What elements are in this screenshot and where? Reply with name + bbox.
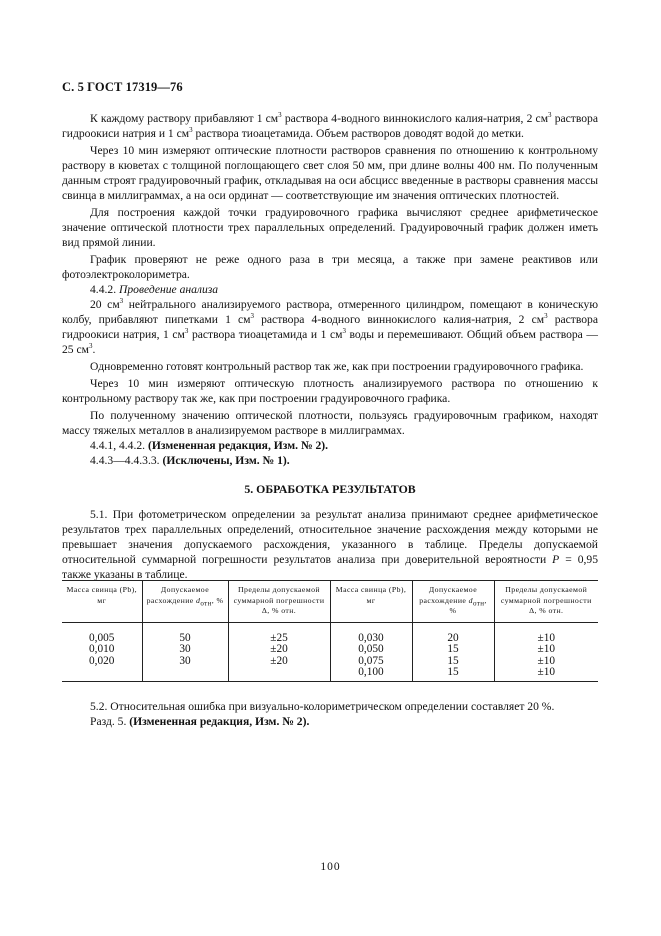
text-run: раствора гидроокиси натрия, 1 см <box>62 313 598 341</box>
header-symbol: d <box>196 595 201 605</box>
table-cell: 0,075 <box>330 656 412 668</box>
table-cell: 15 <box>412 656 494 668</box>
text-run: раствора гидроокиси натрия и 1 см <box>62 112 598 140</box>
table-header-row <box>62 581 598 623</box>
table-cell: 15 <box>412 667 494 681</box>
table-cell: 0,050 <box>330 644 412 656</box>
paragraph-procedure <box>62 297 598 357</box>
text-run: раствора 4-водного виннокислого калия-натрия, 2 см <box>253 313 545 326</box>
table-cell <box>142 667 228 681</box>
subsection-heading <box>62 282 598 297</box>
table-row <box>62 622 598 644</box>
probability-symbol: P <box>552 553 560 566</box>
amendment-text: (Измененная редакция, Изм. № 2). <box>147 439 329 452</box>
table-cell: ±10 <box>494 656 598 668</box>
text-run: К каждому раствору прибавляют 1 см <box>90 112 279 125</box>
table-cell: 15 <box>412 644 494 656</box>
table-cell <box>228 667 330 681</box>
header-symbol: d <box>468 595 473 605</box>
page-number: 100 <box>320 861 341 873</box>
section-title: 5. ОБРАБОТКА РЕЗУЛЬТАТОВ <box>244 482 416 496</box>
clause-number: 4.4.3—4.4.3.3. <box>90 454 163 467</box>
page-header: С. 5 ГОСТ 17319—76 <box>62 80 183 94</box>
table-row <box>62 656 598 668</box>
header-text: , % <box>449 595 487 615</box>
paragraph-visual-error: 5.2. Относительная ошибка при визуально-колориметрическом определении составляет 20 %. <box>90 700 555 713</box>
header-text: Допускаемое расхождение <box>419 585 478 605</box>
header-text: Допускаемое расхождение <box>146 585 210 605</box>
text-run: раствора тиоацетамида. Объем растворов доводят водой до метки. <box>192 127 524 140</box>
paragraph-calibration: Для построения каждой точки градуировочного графика вычисляют среднее арифметическое значение оптической плотности трех параллельных определений. Градуировочный график должен иметь вид прямой линии. <box>62 206 598 249</box>
table-cell: 30 <box>142 656 228 668</box>
table-cell: 0,030 <box>330 622 412 644</box>
header-subscript: отн <box>200 599 212 608</box>
paragraph-control-solution: Одновременно готовят контрольный раствор так же, как при построении градуировочного графика. <box>90 360 584 373</box>
header-subscript: отн <box>472 599 485 608</box>
table-cell <box>62 667 142 681</box>
paragraph-check: График проверяют не реже одного раза в три месяца, а также при замене реактивов или фотоэлектроколориметра. <box>62 253 598 281</box>
subsection-title: Проведение анализа <box>118 283 219 296</box>
paragraph-optical-density: Через 10 мин измеряют оптические плотности растворов сравнения по отношению к контрольному раствору в кюветах с толщиной поглощающего свет слоя 50 мм, при длине волны 400 нм. По полученным данным строят градуировочный график, откладывая на оси абсцисс введенные в растворы сравнения массы свинца в миллиграммах, а на оси ординат — соответствующие им значения оптических плотностей. <box>62 144 598 202</box>
header-text: , % <box>211 595 224 605</box>
table-cell: ±20 <box>228 656 330 668</box>
text-run: 5.1. При фотометрическом определении за результат анализа принимают среднее арифметическое результатов трех параллельных определений, относительное значение расхождения между которыми не превышает значения допускаемого расхождения, указанного в таблице. Пределы допускаемой относительной суммарной погрешности результатов анализа при доверительной вероятности <box>62 508 598 566</box>
body-text <box>62 111 598 582</box>
closing-text <box>62 699 598 729</box>
col-header-divergence <box>142 581 228 623</box>
text-run: = 0,95 также указаны в таблице. <box>62 553 598 581</box>
text-run: воды и перемешивают. Общий объем раствора — 25 см <box>62 328 598 356</box>
superscript: 3 <box>544 312 548 321</box>
table-cell: 0,020 <box>89 654 115 667</box>
table-cell: 50 <box>142 622 228 644</box>
table-cell: 0,005 <box>89 631 115 644</box>
superscript: 3 <box>189 126 193 135</box>
exclusion-text: (Исключены, Изм. № 1). <box>162 454 290 467</box>
clause-number: 4.4.1, 4.4.2. <box>90 439 148 452</box>
exclusion-note <box>62 453 598 468</box>
text-run: раствора тиоацетамида и 1 см <box>188 328 343 341</box>
amendment-text: (Измененная редакция, Изм. № 2). <box>129 715 310 728</box>
table-row <box>62 644 598 656</box>
amendment-note <box>62 438 598 453</box>
paragraph-result: По полученному значению оптической плотности, пользуясь градуировочным графиком, находят массу тяжелых металлов в анализируемом растворе в миллиграммах. <box>62 409 598 437</box>
table-cell: ±10 <box>494 644 598 656</box>
col-header-divergence <box>412 581 494 623</box>
superscript: 3 <box>250 312 254 321</box>
table-cell: ±25 <box>228 622 330 644</box>
superscript: 3 <box>119 297 124 306</box>
text-run: 20 см <box>90 298 120 311</box>
col-header-mass: Масса свинца (Pb), мг <box>330 581 412 623</box>
superscript: 3 <box>88 342 93 351</box>
text-run: . <box>92 343 96 356</box>
col-header-limits: Пределы допускаемой суммарной погрешности Δ, % отн. <box>228 581 330 623</box>
paragraph-reagents <box>62 111 598 141</box>
table-cell: ±10 <box>494 667 598 681</box>
clause-number: Разд. 5. <box>90 715 130 728</box>
table-row <box>62 667 598 681</box>
paragraph-processing <box>62 507 598 582</box>
superscript: 3 <box>184 327 189 336</box>
text-run: раствора 4-водного виннокислого калия-натрия, 2 см <box>281 112 549 125</box>
table-cell: 0,100 <box>330 667 412 681</box>
table-cell: ±10 <box>494 622 598 644</box>
col-header-limits: Пределы допускаемой суммарной погрешности Δ, % отн. <box>494 581 598 623</box>
table-cell: ±20 <box>228 644 330 656</box>
col-header-mass: Масса свинца (Pb), мг <box>62 581 142 623</box>
superscript: 3 <box>548 111 552 120</box>
paragraph-measure: Через 10 мин измеряют оптическую плотность анализируемого раствора по отношению к контрольному раствору так же, как при построении градуировочного графика. <box>62 377 598 405</box>
section-amendment-note <box>62 714 598 729</box>
tolerance-table <box>62 580 598 682</box>
table-cell: 0,010 <box>89 643 115 656</box>
table-cell: 20 <box>412 622 494 644</box>
superscript: 3 <box>278 111 282 120</box>
table-cell: 30 <box>142 644 228 656</box>
text-run: нейтрального анализируемого раствора, отмеренного цилиндром, помещают в коническую колбу, прибавляют пипетками 1 см <box>62 298 598 326</box>
superscript: 3 <box>342 327 346 336</box>
clause-number: 4.4.2. <box>90 283 119 296</box>
